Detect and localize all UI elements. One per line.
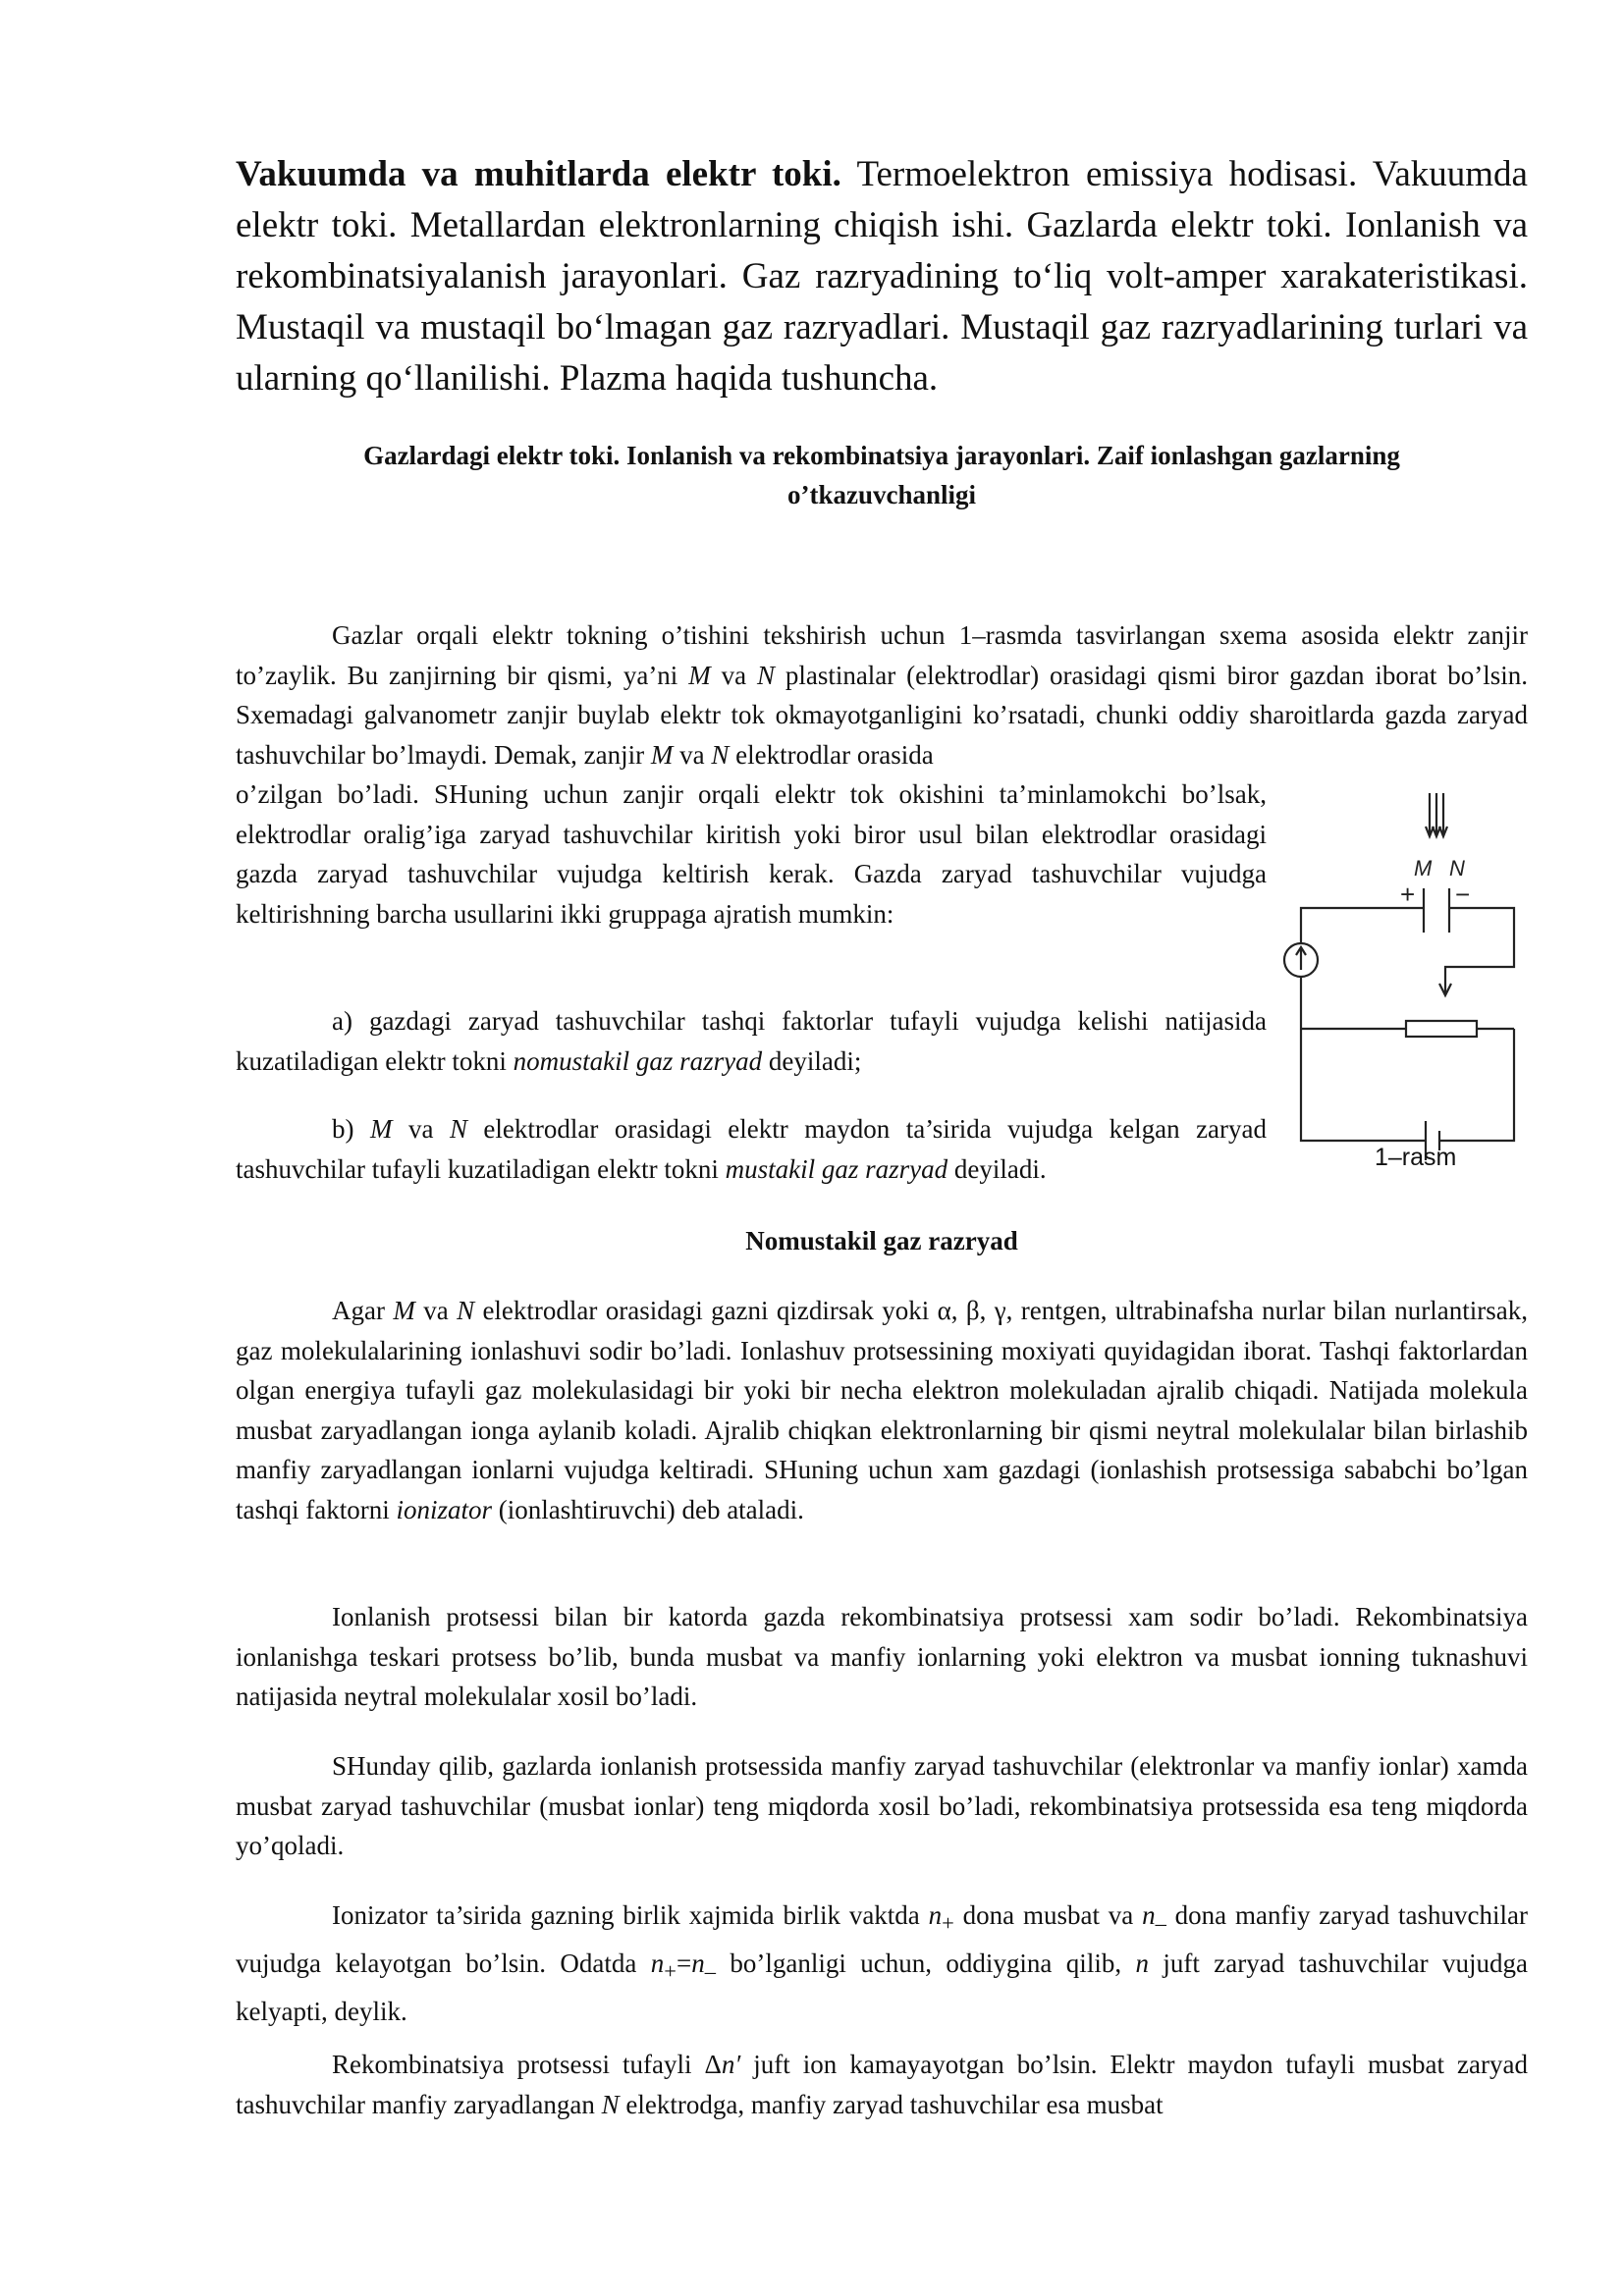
paragraph-1-continued: o’zilgan bo’ladi. SHuning uchun zanjir orqali elektr tok okishini ta’minlamokchi bo’lsak, elektrodlar oralig’iga zaryad tashuvchilar kiritish yoki biror usul bilan elektrodlar orasidagi gazda zaryad tashuvchilar vujudga keltirish kerak. Gazda zaryad tashuvchilar vujudga keltirishning barcha usullarini ikki gruppaga ajratish mumkin: xyxy=(236,779,1267,929)
paragraph-1: Gazlar orqali elektr tokning o’tishini tekshirish uchun 1–rasmda tasvirlangan sxema asosida elektr zanjir to’zaylik. Bu zanjirning bir qismi, ya’ni M va N plastinalar (elektrodlar) orasidagi qismi biror gazdan iborat bo’lsin. Sxemadagi galvanometr zanjir buylab elektr tok okmayotganligini ko’rsatadi, chunki oddiy sharoitlarda gazda zaryad tashuvchilar bo’lmaydi. Demak, zanjir M va N elektrodlar orasida xyxy=(236,620,1528,770)
wire-left-bottom xyxy=(1301,1029,1426,1141)
paragraph-6: Rekombinatsiya protsessi tufayli Δn′ juft ion kamayayotgan bo’lsin. Elektr maydon tufayli musbat zaryad tashuvchilar manfiy zaryadlangan N elektrodga, manfiy zaryad tashuvchilar esa musbat xyxy=(236,2050,1528,2119)
topic-bold: Vakuumda va muhitlarda elektr toki. xyxy=(236,154,841,194)
section-title-nomustakil: Nomustakil gaz razryad xyxy=(745,1226,1018,1255)
circuit-diagram xyxy=(1257,775,1561,1198)
section-title-line1: Gazlardagi elektr toki. Ionlanish va rekombinatsiya jarayonlari. Zaif ionlashgan gazlarning xyxy=(363,441,1400,470)
wire-right-bottom xyxy=(1439,1029,1514,1141)
topic-heading xyxy=(236,149,1528,404)
label-minus: − xyxy=(1455,880,1471,909)
paragraph-2: Agar M va N elektrodlar orasidagi gazni qizdirsak yoki α, β, γ, rentgen, ultrabinafsha nurlar bilan nurlantirsak, gaz molekulalarining ionlashuvi sodir bo’ladi. Ionlashuv protsessining moxiyati quyidagidan iborat. Tashqi faktorlardan olgan energiya tufayli gaz molekulasidagi bir yoki bir necha elektron molekuladan ajralib chiqadi. Natijada molekula musbat zaryadlangan ionga aylanib koladi. Ajralib chiqkan elektronlarning bir qismi neytral molekulalar bilan birlashib manfiy zaryadlangan ionlarni vujudga keltiradi. SHuning uchun xam gazdagi (ionlashish protsessiga sababchi bo’lgan tashqi faktorni ionizator (ionlashtiruvchi) deb ataladi. xyxy=(236,1296,1528,1524)
paragraph-b: b) M va N elektrodlar orasidagi elektr maydon ta’sirida vujudga kelgan zaryad tashuvchilar tufayli kuzatiladigan elektr tokni mustakil gaz razryad deyiladi. xyxy=(236,1114,1268,1184)
paragraph-a: a) gazdagi zaryad tashuvchilar tashqi faktorlar tufayli vujudga kelishi natijasida kuzatiladigan elektr tokni nomustakil gaz razryad deyiladi; xyxy=(236,1006,1267,1076)
potentiometer xyxy=(1406,1021,1477,1037)
section-title xyxy=(236,436,1528,514)
topic-text: Termoelektron emissiya hodisasi. Vakuumda elektr toki. Metallardan elektronlarning chiqish ishi. Gazlarda elektr toki. Ionlanish va rekombinatsiyalanish jarayonlari. Gaz razryadining to‘liq volt-amper xarakateristikasi. Mustaqil va mustaqil bo‘lmagan gaz razryadlari. Mustaqil gaz razryadlarining turlari va ularning qo‘llanilishi. Plazma haqida tushuncha. xyxy=(236,154,1528,399)
label-m: M xyxy=(1414,856,1433,881)
figure-caption: 1–rasm xyxy=(1375,1144,1457,1171)
label-n: N xyxy=(1449,856,1465,881)
paragraph-4: SHunday qilib, gazlarda ionlanish protsessida manfiy zaryad tashuvchilar (elektronlar va manfiy ionlar) xamda musbat zaryad tashuvchilar (musbat ionlar) teng miqdorda xosil bo’ladi, rekombinatsiya protsessida esa teng miqdorda yo’qoladi. xyxy=(236,1751,1528,1860)
paragraph-5: Ionizator ta’sirida gazning birlik xajmida birlik vaktda $n_+$ dona musbat va $n_-$ dona manfiy zaryad tashuvchilar vujudga kelayotgan bo’lsin. Odatda $n_+=n_-$ bo’lganligi uchun, oddiygina qilib, n juft zaryad tashuvchilar vujudga kelyapti, deylik. xyxy=(236,1900,1529,2026)
wire-left-top xyxy=(1301,908,1424,944)
wire-right-top xyxy=(1445,908,1514,993)
paragraph-3: Ionlanish protsessi bilan bir katorda gazda rekombinatsiya protsessi xam sodir bo’ladi. Rekombinatsiya ionlanishga teskari protsess bo’lib, bunda musbat va manfiy ionlarning yoki elektron va musbat ionning tuknashuvi natijasida neytral molekulalar xosil bo’ladi. xyxy=(236,1602,1528,1711)
section-title-line2: o’tkazuvchanligi xyxy=(786,480,977,509)
label-plus: + xyxy=(1400,880,1416,909)
